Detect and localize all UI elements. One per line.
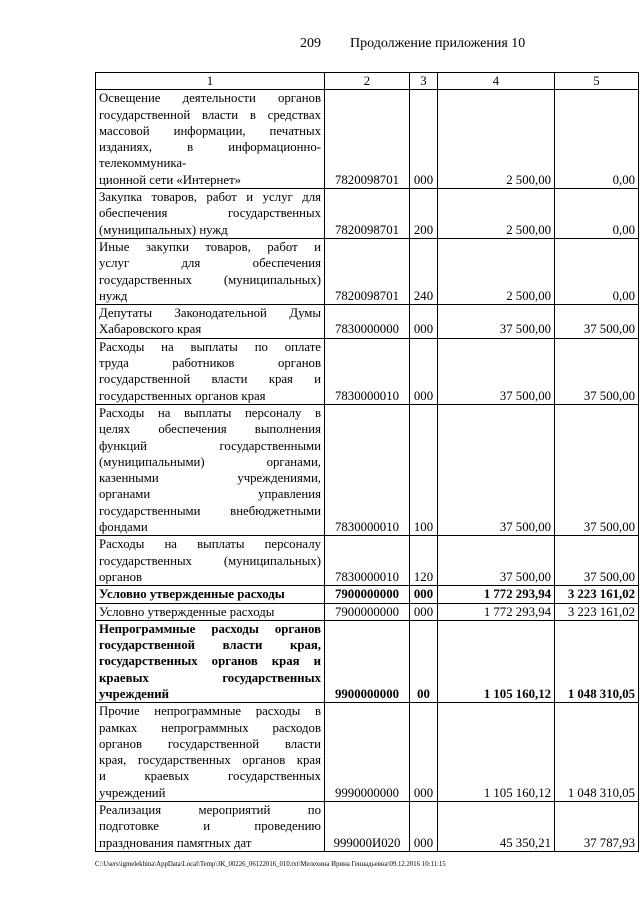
amount-2018-cell: 37 500,00 (555, 536, 639, 586)
expense-name-cell (96, 802, 325, 852)
column-header-5: 5 (555, 73, 639, 90)
expense-name-cell (96, 703, 325, 802)
expense-name-line: краевых государственных (99, 670, 321, 685)
column-header-2: 2 (325, 73, 410, 90)
expense-name-line: органами управления (99, 487, 321, 502)
expense-name-cell (96, 620, 325, 702)
expense-name-line: и краевых государственных (99, 769, 321, 784)
expense-name-line: (муниципальными) органами, (99, 454, 321, 469)
table-row (96, 802, 639, 852)
amount-2018-cell: 37 500,00 (555, 404, 639, 535)
table-row (96, 620, 639, 702)
expense-name-line: функций государственными (99, 438, 321, 453)
amount-2018-cell: 0,00 (555, 189, 639, 239)
amount-2018-cell: 3 223 161,02 (555, 603, 639, 620)
expense-name-line: государственными внебюджетными (99, 503, 321, 518)
expense-name-line: Условно утвержденные расходы (99, 604, 275, 619)
target-code-cell: 7830000010 (325, 338, 410, 404)
amount-2017-cell: 45 350,21 (438, 802, 555, 852)
target-code-cell: 7820098701 (325, 189, 410, 239)
expense-type-cell: 200 (410, 189, 438, 239)
expense-name-cell (96, 238, 325, 304)
expense-type-cell: 100 (410, 404, 438, 535)
expense-name-cell (96, 305, 325, 339)
target-code-cell: 7820098701 (325, 90, 410, 189)
table-row (96, 603, 639, 620)
table-row (96, 586, 639, 603)
expense-name-line: фондами (99, 520, 148, 535)
amount-2017-cell: 1 105 160,12 (438, 620, 555, 702)
expense-name-line: Расходы на выплаты персоналу в (99, 405, 321, 420)
expense-name-line: услуг для обеспечения (99, 256, 321, 271)
amount-2017-cell: 2 500,00 (438, 90, 555, 189)
target-code-cell: 7830000010 (325, 536, 410, 586)
amount-2018-cell: 0,00 (555, 90, 639, 189)
expense-name-cell (96, 338, 325, 404)
column-header-1: 1 (96, 73, 325, 90)
amount-2017-cell: 37 500,00 (438, 305, 555, 339)
expense-name-line: государственной власти в средствах (99, 107, 321, 122)
expense-name-line: подготовке и проведению (99, 819, 321, 834)
expense-name-line: ционной сети «Интернет» (99, 172, 242, 187)
amount-2018-cell: 1 048 310,05 (555, 703, 639, 802)
expense-name-line: государственных (муниципальных) (99, 553, 321, 568)
target-code-cell: 7820098701 (325, 238, 410, 304)
target-code-cell: 9990000000 (325, 703, 410, 802)
target-code-cell: 7900000000 (325, 603, 410, 620)
expense-name-line: труда работников органов (99, 356, 321, 371)
expense-name-line: массовой информации, печатных (99, 123, 321, 138)
expense-type-cell: 000 (410, 586, 438, 603)
column-number-row (96, 73, 639, 90)
expense-name-line: государственной власти края, (99, 638, 321, 653)
amount-2017-cell: 2 500,00 (438, 238, 555, 304)
expense-name-cell (96, 586, 325, 603)
file-path-footer: C:\Users\igmelekhina\AppData\Local\Temp\ЗК_00226_06122016_010.txt\Мелехина Ирина Геннадьевна\09.12.2016 10:11:15 (95, 861, 446, 868)
expense-type-cell: 000 (410, 90, 438, 189)
table-row (96, 189, 639, 239)
expense-type-cell: 240 (410, 238, 438, 304)
amount-2017-cell: 1 772 293,94 (438, 603, 555, 620)
expense-type-cell: 000 (410, 338, 438, 404)
expense-name-cell (96, 536, 325, 586)
expense-name-line: Хабаровского края (99, 322, 202, 337)
amount-2018-cell: 37 787,93 (555, 802, 639, 852)
expense-type-cell: 000 (410, 802, 438, 852)
expense-name-line: изданиях, в информационно- (99, 140, 321, 155)
expense-name-line: рамках непрограммных расходов (99, 720, 321, 735)
table-row (96, 404, 639, 535)
expense-name-line: Условно утвержденные расходы (99, 587, 285, 602)
amount-2017-cell: 1 772 293,94 (438, 586, 555, 603)
amount-2018-cell: 3 223 161,02 (555, 586, 639, 603)
table-row (96, 305, 639, 339)
expense-name-line: нужд (99, 288, 128, 303)
expenditure-table (95, 72, 639, 852)
column-header-4: 4 (438, 73, 555, 90)
target-code-cell: 7900000000 (325, 586, 410, 603)
expense-name-line: Освещение деятельности органов (99, 91, 321, 106)
amount-2018-cell: 37 500,00 (555, 305, 639, 339)
amount-2017-cell: 1 105 160,12 (438, 703, 555, 802)
page-header (0, 36, 640, 54)
expense-type-cell: 120 (410, 536, 438, 586)
expense-type-cell: 00 (410, 620, 438, 702)
expense-name-line: Непрограммные расходы органов (99, 621, 321, 636)
expense-name-line: празднования памятных дат (99, 835, 252, 850)
table-row (96, 90, 639, 189)
expense-name-line: целях обеспечения выполнения (99, 422, 321, 437)
expense-name-line: учреждений (99, 686, 169, 701)
expense-name-line: государственных (муниципальных) (99, 272, 321, 287)
table-row (96, 338, 639, 404)
expense-name-cell (96, 404, 325, 535)
expense-name-cell (96, 603, 325, 620)
expense-type-cell: 000 (410, 703, 438, 802)
amount-2017-cell: 2 500,00 (438, 189, 555, 239)
expense-name-line: государственной власти края и (99, 372, 321, 387)
target-code-cell: 7830000010 (325, 404, 410, 535)
expense-name-line: (муниципальных) нужд (99, 222, 228, 237)
target-code-cell: 9900000000 (325, 620, 410, 702)
expense-name-cell (96, 189, 325, 239)
expense-name-line: Иные закупки товаров, работ и (99, 239, 321, 254)
amount-2017-cell: 37 500,00 (438, 536, 555, 586)
expense-name-line: Прочие непрограммные расходы в (99, 704, 321, 719)
expense-name-line: органов государственной власти (99, 736, 321, 751)
expense-type-cell: 000 (410, 305, 438, 339)
amount-2018-cell: 1 048 310,05 (555, 620, 639, 702)
table-row (96, 703, 639, 802)
expense-type-cell: 000 (410, 603, 438, 620)
expense-name-line: телекоммуника- (99, 156, 187, 171)
expense-name-line: государственных органов края (99, 388, 266, 403)
page-number: 209 (300, 36, 321, 51)
expense-name-line: учреждений (99, 785, 166, 800)
amount-2017-cell: 37 500,00 (438, 404, 555, 535)
amount-2018-cell: 37 500,00 (555, 338, 639, 404)
expense-name-line: обеспечения государственных (99, 206, 321, 221)
expense-name-line: Расходы на выплаты персоналу (99, 537, 321, 552)
expense-name-line: казенными учреждениями, (99, 471, 321, 486)
expense-name-line: органов (99, 569, 143, 584)
amount-2018-cell: 0,00 (555, 238, 639, 304)
expense-name-line: края, государственных органов края (99, 753, 321, 768)
column-header-3: 3 (410, 73, 438, 90)
expense-name-line: Депутаты Законодательной Думы (99, 306, 321, 321)
target-code-cell: 999000И020 (325, 802, 410, 852)
appendix-continuation-title: Продолжение приложения 10 (350, 36, 526, 51)
table-row (96, 238, 639, 304)
expense-name-line: Реализация мероприятий по (99, 803, 321, 818)
amount-2017-cell: 37 500,00 (438, 338, 555, 404)
expense-name-line: Закупка товаров, работ и услуг для (99, 190, 321, 205)
expense-name-line: государственных органов края и (99, 654, 321, 669)
expense-name-line: Расходы на выплаты по оплате (99, 339, 321, 354)
target-code-cell: 7830000000 (325, 305, 410, 339)
expense-name-cell (96, 90, 325, 189)
table-row (96, 536, 639, 586)
